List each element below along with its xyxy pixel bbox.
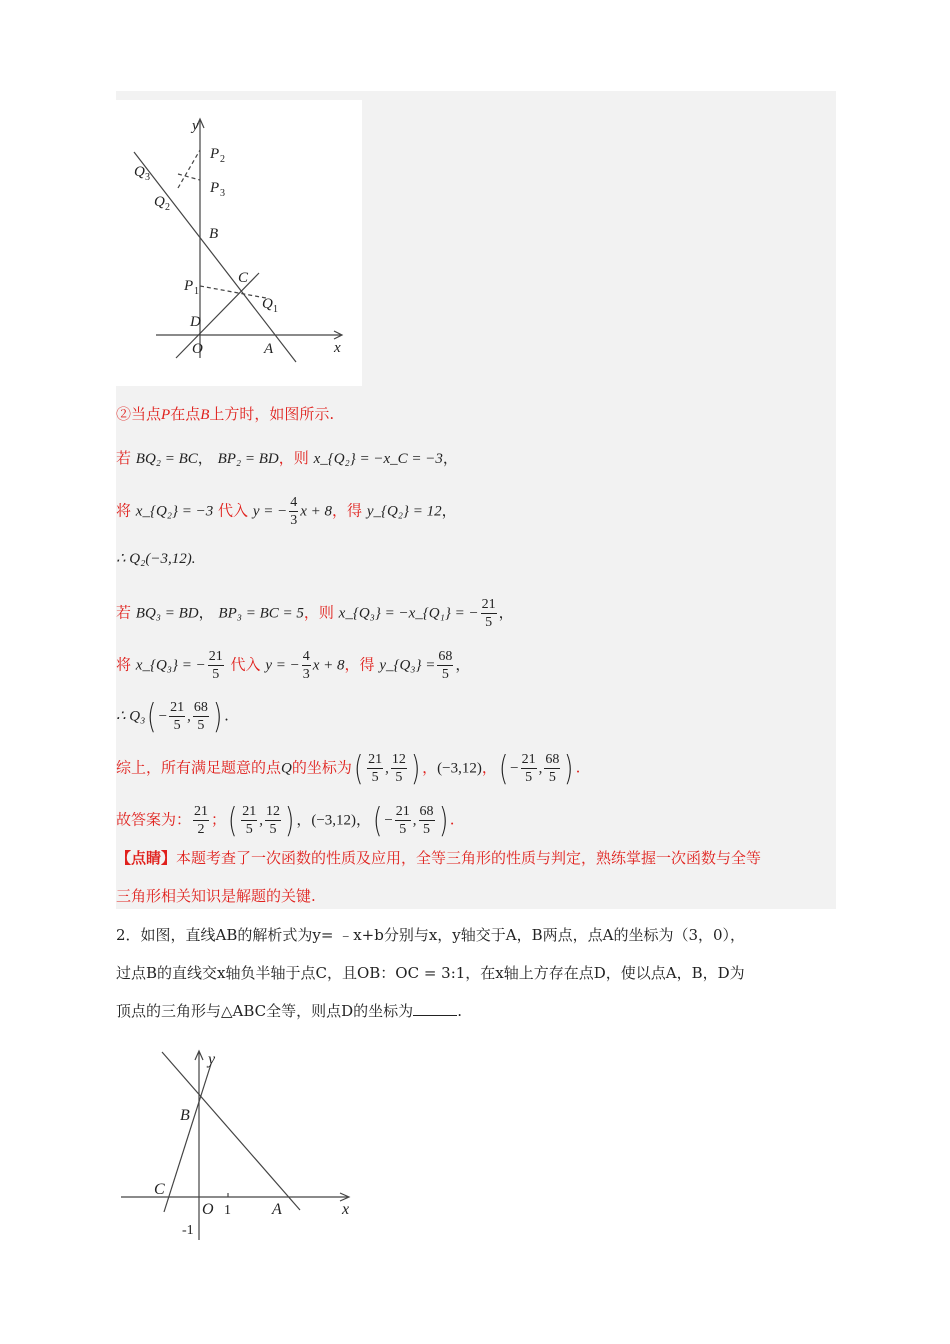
l6-tail: x + 8: [312, 657, 345, 674]
l9-frac4: [419, 803, 435, 838]
l5-frac: [481, 596, 497, 631]
l9-n2: 12: [266, 804, 281, 819]
l6-de: ，得: [344, 655, 375, 674]
l6-frac1: [208, 648, 224, 683]
l8-n3: 21: [521, 752, 536, 767]
q2-line-1: 2．如图，直线AB的解析式为y= ﹣x+b分别与x，y轴交于A，B两点，点A的坐标为（3，0），: [116, 926, 746, 944]
l5-eq2: BP₃ = BC = 5: [218, 605, 304, 622]
l9-d4: 5: [423, 822, 431, 837]
l8-d2: 5: [395, 770, 403, 785]
case2-heading: [116, 404, 334, 425]
figure-2-svg: [116, 1040, 366, 1246]
dash-Q2P2: [178, 150, 200, 188]
figure-1: [116, 100, 362, 386]
l2-eq2: BP₂ = BD: [217, 451, 279, 467]
label-O-2: O: [202, 1201, 214, 1218]
l7-den1: 5: [173, 718, 181, 733]
figure-2: [116, 1040, 366, 1246]
l5-den: 5: [485, 615, 493, 630]
label-A: A: [264, 341, 274, 357]
l8-mid: (−3,12): [437, 760, 482, 777]
l3-y: y = −: [252, 503, 288, 520]
line-4: ∴ Q₂(−3,12).: [116, 551, 196, 567]
l5-ruo: 若: [116, 603, 132, 622]
l8-n4: 68: [545, 752, 560, 767]
l3-tail: x + 8: [300, 503, 333, 520]
line-8: 综上，所有满足题意的点Q的坐标为( $\frac{21}{5}$ , $\frac{12}{5}$ ) ，(−3,12)，( − $\frac{21}{5}$ , $\frac{68}{5}$ ) .: [116, 748, 581, 789]
label-A-2: A: [272, 1201, 282, 1218]
l5-eq1: BQ₃ = BD: [135, 605, 199, 622]
l8-n1: 21: [368, 752, 383, 767]
l6-den3: 5: [441, 667, 449, 682]
label-y: y: [192, 118, 199, 134]
label-P3: P: [210, 180, 220, 196]
label-C-2: C: [154, 1181, 165, 1198]
label-Q3: Q: [134, 164, 145, 180]
line-9: 故答案为： $\frac{21}{2}$ ；( $\frac{21}{5}$ , $\frac{12}{5}$ ) ，(−3,12)，( − $\frac{21}{5}$ , $\frac{68}{5}$ ) .: [116, 800, 455, 841]
label-1-2: 1: [224, 1203, 231, 1218]
l8-d3: 5: [525, 770, 533, 785]
l6-num2: 4: [302, 649, 310, 664]
l9-frac2: [265, 803, 281, 838]
label-neg1-2: -1: [182, 1223, 194, 1238]
figure-1-svg: [116, 100, 362, 386]
l8-d1: 5: [371, 770, 379, 785]
l3-num: 4: [290, 495, 298, 510]
l6-frac2: [302, 648, 311, 683]
l9-d0: 2: [197, 822, 205, 837]
l3-eq1: x_{Q₂} = −3: [135, 503, 214, 520]
line-6: 将 x_{Q₃} = − $\frac{21}{5}$ 代入 y = − $\frac{4}{3}$ x + 8，得 y_{Q₃} = $\frac{68}{5}$ ，: [116, 649, 471, 682]
label-Q2: Q: [154, 194, 165, 210]
label-B: B: [209, 226, 219, 242]
l2-ruo: 若: [116, 449, 132, 467]
label-P2: P: [210, 146, 220, 162]
dash-P1Q1: [200, 286, 266, 298]
line-AB-2: [162, 1052, 300, 1210]
case2-text-b: 在点: [170, 405, 201, 423]
line-BC-2: [164, 1064, 211, 1212]
l8-Q: Q: [281, 760, 292, 777]
label-Q1-sub: 1: [273, 304, 278, 315]
l9-text: 故答案为：: [116, 810, 192, 829]
l7-den2: 5: [197, 718, 205, 733]
case-marker: ②: [116, 405, 132, 423]
q2-line-3-end: .: [457, 1002, 462, 1020]
l8-frac4: [544, 751, 560, 786]
l2-ze: ，则: [278, 449, 309, 467]
l9-frac3: [395, 803, 411, 838]
label-O: O: [192, 341, 203, 357]
l9-n4: 68: [419, 804, 434, 819]
l6-jiang: 将: [116, 655, 132, 674]
l3-frac: [289, 494, 298, 529]
label-P1-sub: 1: [194, 286, 199, 297]
l7-num1: 21: [170, 700, 185, 715]
label-y-2: y: [208, 1051, 216, 1068]
l5-num: 21: [481, 597, 496, 612]
l9-frac0: [193, 803, 209, 838]
comment-line-2: 三角形相关知识是解题的关键.: [116, 887, 316, 905]
label-Q2-sub: 2: [165, 202, 170, 213]
l6-den2: 3: [302, 667, 310, 682]
l5-ze: ，则: [303, 603, 334, 622]
l2-eq3: x_{Q₂} = −x_C = −3: [313, 451, 443, 467]
label-P1: P: [184, 278, 194, 294]
point-P: P: [161, 407, 171, 423]
l9-mid: (−3,12): [311, 812, 357, 829]
l3-jiang: 将: [116, 501, 132, 520]
comment-line-1: [116, 848, 761, 868]
l6-den: 5: [212, 667, 220, 682]
l8-frac1: [367, 751, 383, 786]
l8-frac3: [521, 751, 537, 786]
l7-num2: 68: [193, 700, 208, 715]
dash-Q3P3: [178, 174, 200, 180]
l9-n0: 21: [194, 804, 209, 819]
answer-blank[interactable]: [413, 1001, 457, 1016]
comment-text-1: 本题考查了一次函数的性质及应用，全等三角形的性质与判定，熟练掌握一次函数与全等: [176, 849, 762, 867]
l3-den: 3: [290, 513, 298, 528]
l7-frac2: [193, 699, 209, 734]
l3-dairu: 代入: [218, 501, 249, 520]
l9-d3: 5: [399, 822, 407, 837]
label-Q3-sub: 3: [145, 172, 150, 183]
comment-label: 【点睛】: [116, 849, 177, 867]
l9-n3: 21: [395, 804, 410, 819]
l6-num3: 68: [438, 649, 453, 664]
case2-text-c: 上方时，如图所示.: [209, 405, 335, 423]
point-B: B: [200, 407, 210, 423]
l6-num: 21: [208, 649, 223, 664]
l9-d2: 5: [269, 822, 277, 837]
l8-frac2: [391, 751, 407, 786]
l9-n1: 21: [242, 804, 257, 819]
l6-eq1: x_{Q₃} = −: [135, 657, 206, 674]
label-C: C: [238, 270, 249, 286]
l9-frac1: [241, 803, 257, 838]
l6-res: y_{Q₃} =: [379, 657, 436, 674]
l8-text: 综上，所有满足题意的点: [116, 758, 282, 777]
label-Q1: Q: [262, 296, 273, 312]
l7-frac1: [169, 699, 185, 734]
l9-d1: 5: [245, 822, 253, 837]
l7-pre: ∴ Q₃: [116, 708, 146, 725]
line-3: 将 x_{Q₂} = −3 代入 y = − $\frac{4}{3}$ x + 8，得 y_{Q₂} = 12，: [116, 495, 457, 528]
line-5: 若 BQ₃ = BD， BP₃ = BC = 5，则 x_{Q₃} = −x_{Q₁} = − $\frac{21}{5}$ ，: [116, 597, 514, 630]
l6-dairu: 代入: [230, 655, 261, 674]
label-P2-sub: 2: [220, 154, 225, 165]
l8-d4: 5: [548, 770, 556, 785]
q2-line-2: 过点B的直线交x轴负半轴于点C，且OB：OC = 3:1，在x轴上方存在点D，使以点A，B，D为: [116, 964, 745, 982]
solution-block: [116, 91, 836, 909]
label-x-2: x: [342, 1201, 350, 1218]
l3-res: y_{Q₂} = 12: [366, 503, 442, 520]
label-x: x: [334, 340, 341, 356]
case2-text-a: 当点: [131, 405, 162, 423]
q2-line-3-text: 顶点的三角形与△ABC全等，则点D的坐标为: [116, 1002, 414, 1020]
label-D: D: [190, 314, 201, 330]
q2-line-3: [116, 1001, 846, 1021]
line-7: ∴ Q₃( − $\frac{21}{5}$ , $\frac{68}{5}$ ) .: [116, 696, 229, 737]
line-2: 若 BQ₂ = BC， BP₂ = BD，则 x_{Q₂} = −x_C = −3，: [116, 449, 458, 467]
l3-de: ，得: [332, 501, 363, 520]
l2-eq1: BQ₂ = BC: [135, 451, 198, 467]
l5-eq3: x_{Q₃} = −x_{Q₁} = −: [338, 605, 479, 622]
l6-y: y = −: [265, 657, 300, 674]
l8-n2: 12: [391, 752, 406, 767]
l6-frac3: [437, 648, 453, 683]
l8-text2: 的坐标为: [291, 758, 352, 777]
label-P3-sub: 3: [220, 188, 225, 199]
label-B-2: B: [180, 1107, 190, 1124]
